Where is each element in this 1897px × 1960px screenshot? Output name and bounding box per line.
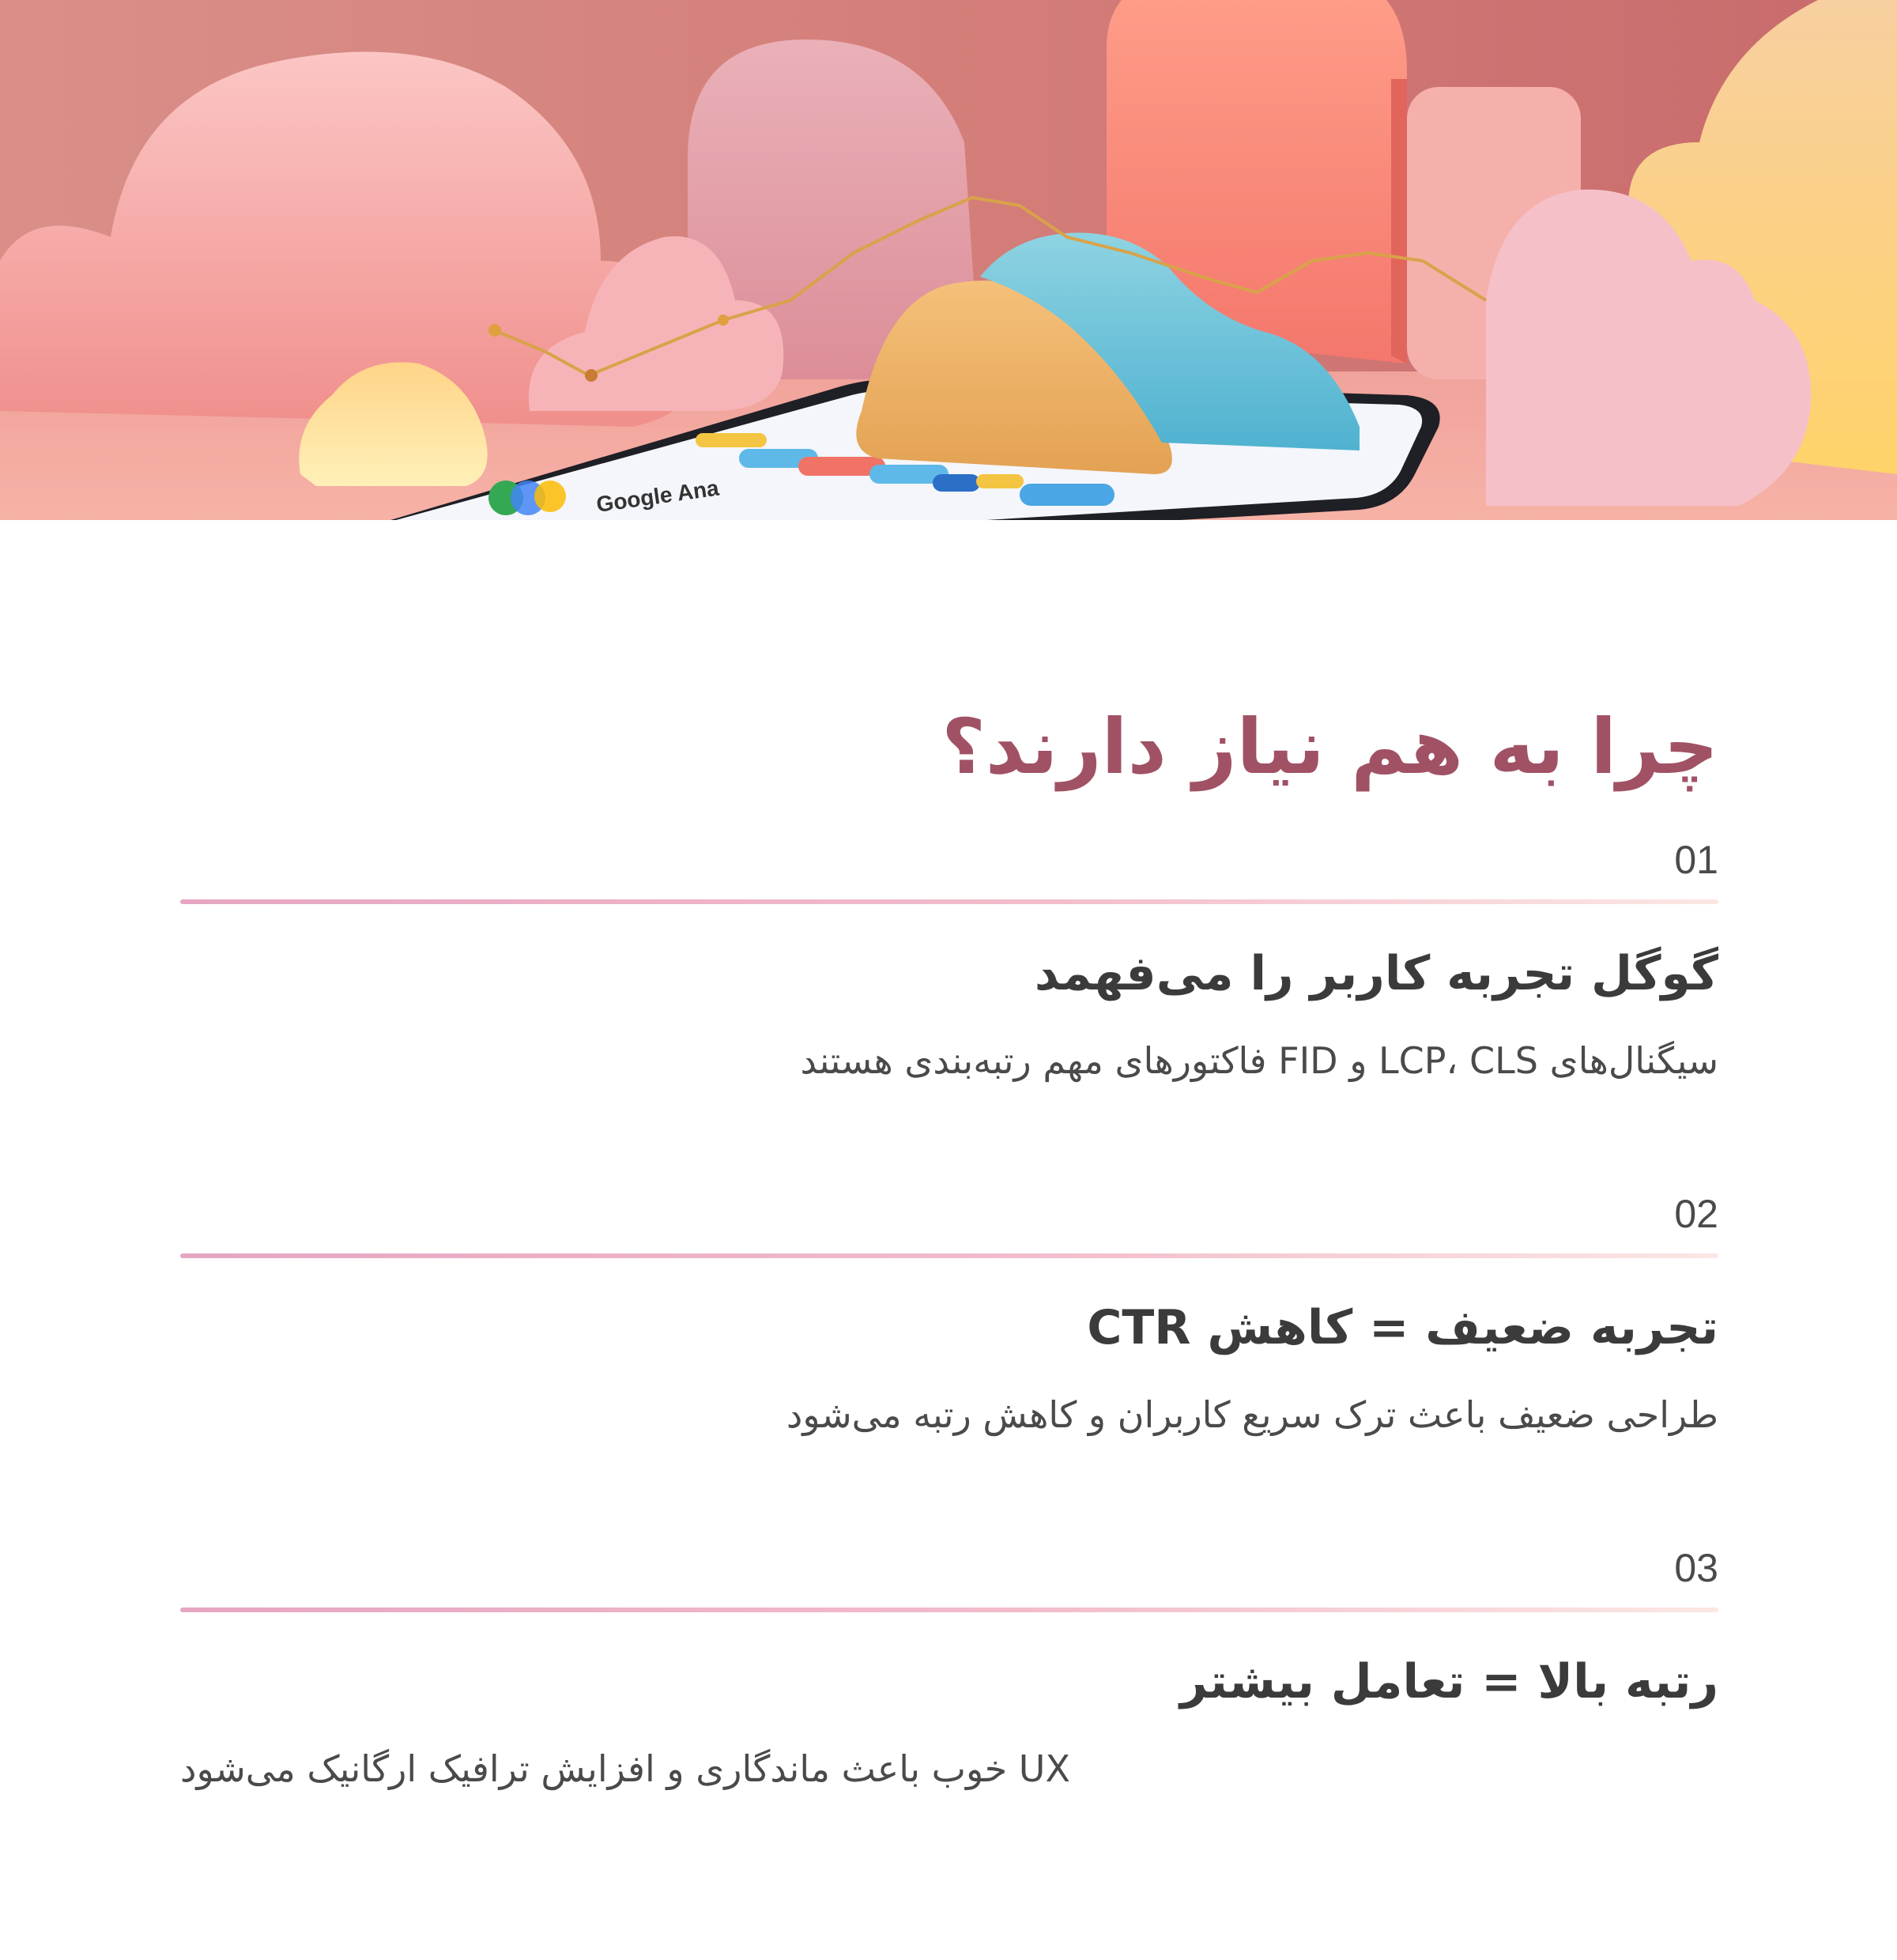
main-content xyxy=(180,688,1718,1868)
section-02 xyxy=(180,1189,1718,1514)
section-number: 02 xyxy=(1674,1192,1718,1236)
phone-app-name: Google Ana xyxy=(594,475,721,517)
section-heading: تجربه ضعیف = کاهش CTR xyxy=(1087,1300,1718,1355)
section-number: 01 xyxy=(1674,838,1718,882)
section-text: UX خوب باعث ماندگاری و افزایش ترافیک ارگانیک می‌شود xyxy=(180,1747,1070,1790)
hero-illustration xyxy=(0,0,1897,520)
section-text: طراحی ضعیف باعث ترک سریع کاربران و کاهش رتبه می‌شود xyxy=(786,1393,1718,1436)
page-title: چرا به هم نیاز دارند؟ xyxy=(941,703,1718,791)
section-text: سیگنال‌های LCP، CLS و FID فاکتورهای مهم رتبه‌بندی هستند xyxy=(800,1039,1718,1082)
section-divider xyxy=(180,1608,1718,1612)
section-03 xyxy=(180,1543,1718,1868)
section-divider xyxy=(180,899,1718,904)
section-heading: گوگل تجربه کاربر را می‌فهمد xyxy=(1034,946,1718,1001)
section-01 xyxy=(180,835,1718,1160)
section-number: 03 xyxy=(1674,1546,1718,1590)
section-divider xyxy=(180,1253,1718,1258)
section-heading: رتبه بالا = تعامل بیشتر xyxy=(1179,1654,1718,1709)
hero-svg xyxy=(0,0,1897,520)
